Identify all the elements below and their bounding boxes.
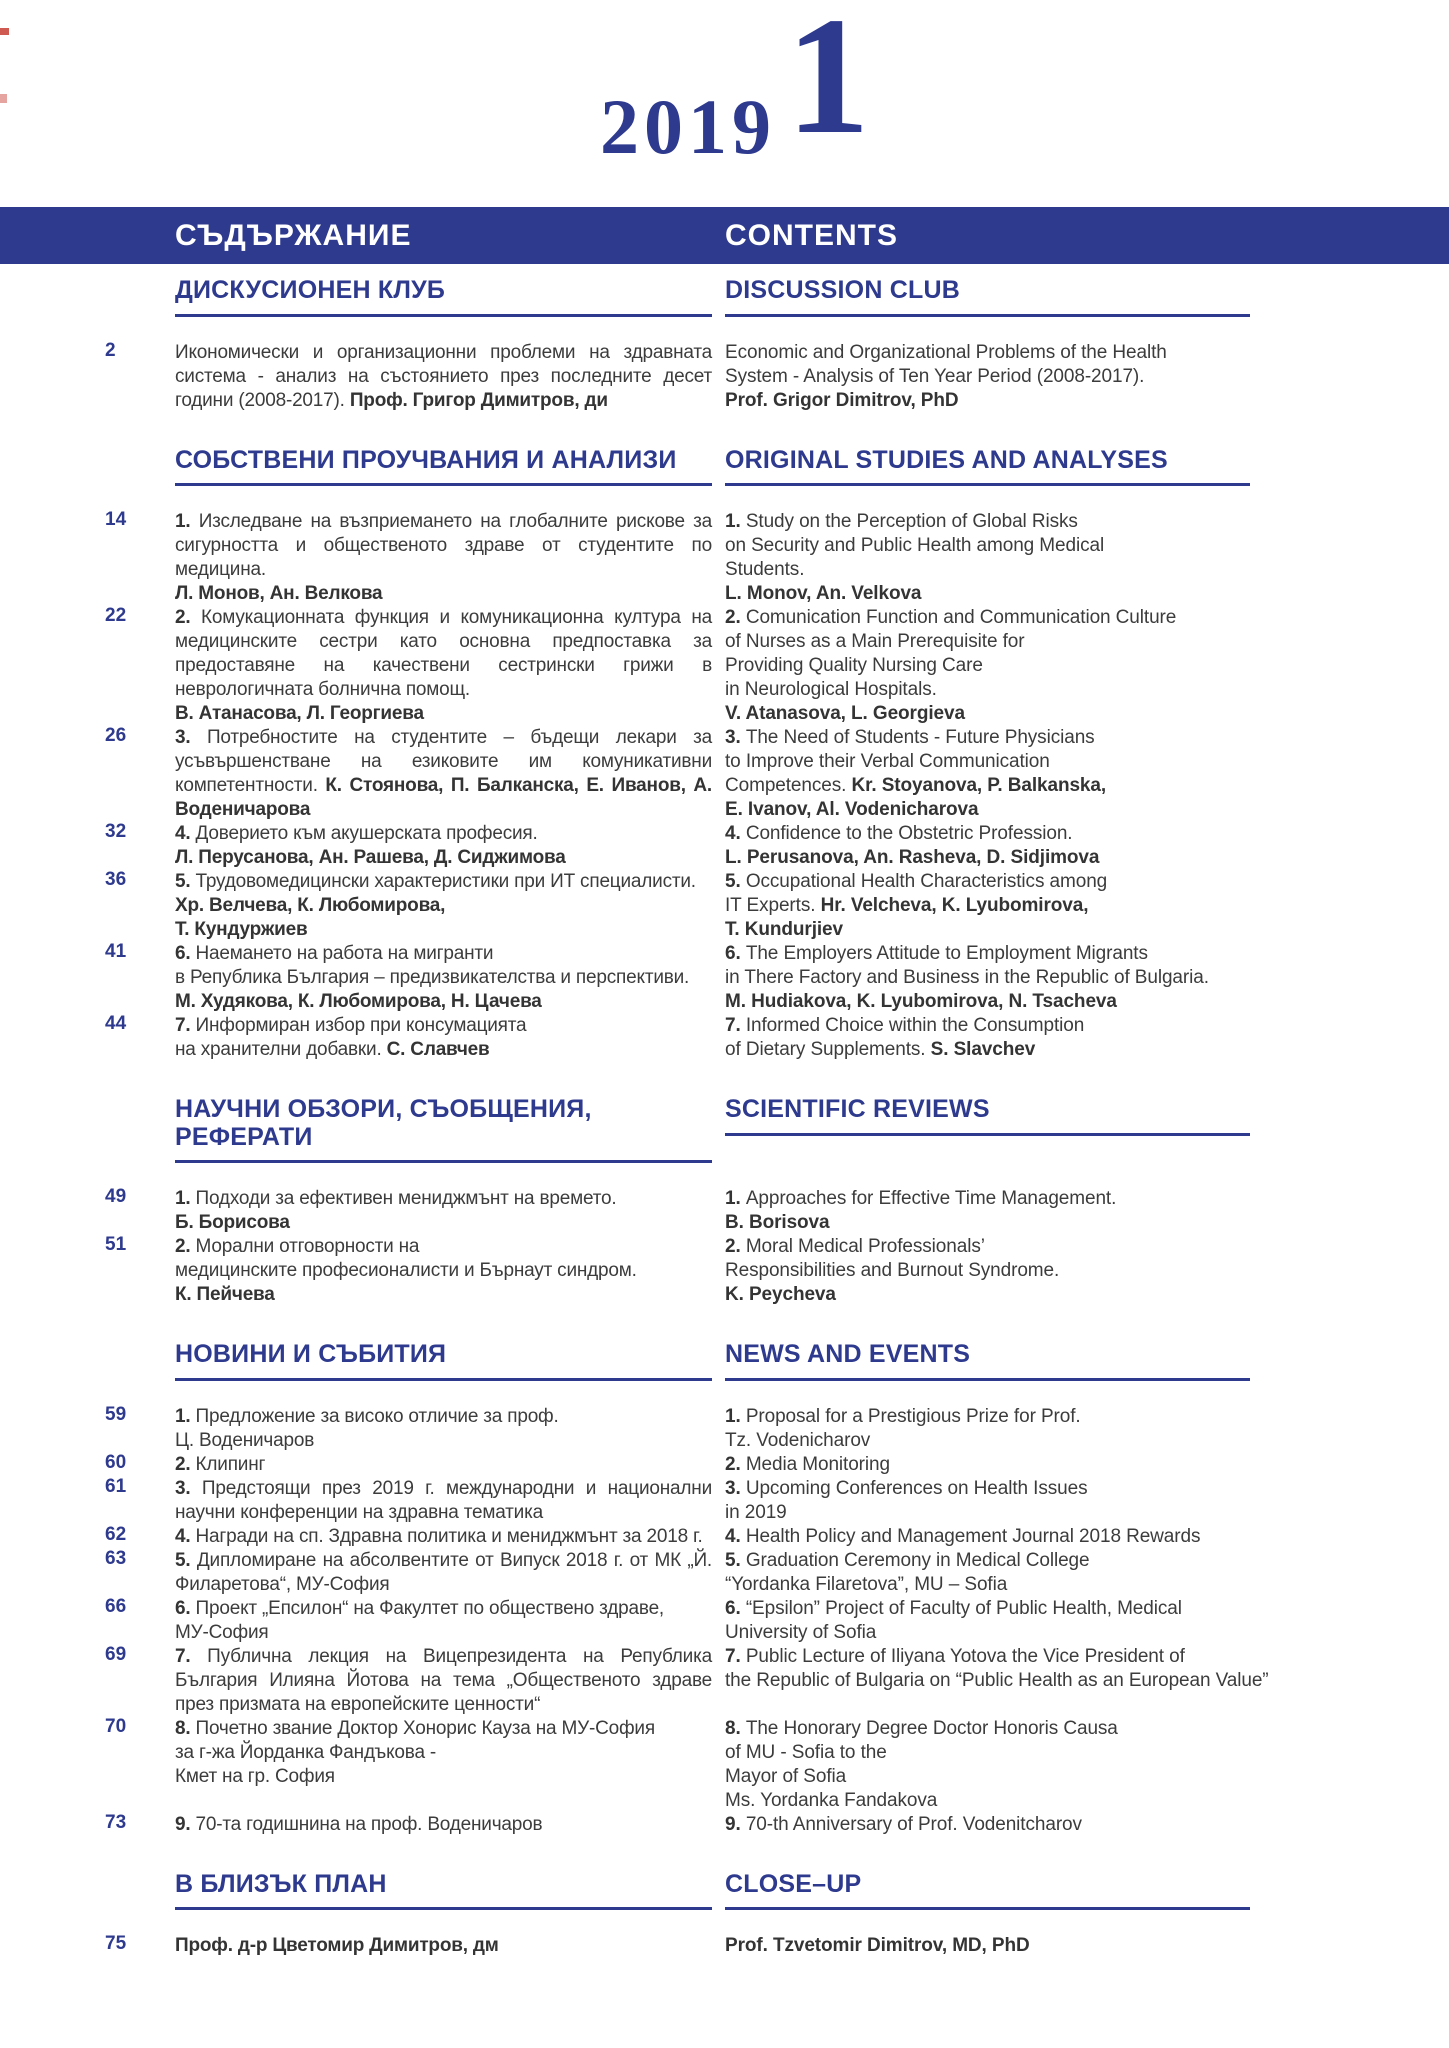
item-text-bg: 1. Подходи за ефективен мениджмънт на времето. Б. Борисова	[175, 1188, 617, 1233]
section-title-en: ORIGINAL STUDIES AND ANALYSES	[725, 445, 1168, 474]
item-text-bg: 9. 70-та годишнина на проф. Воденичаров	[175, 1813, 543, 1835]
page-number: 70	[105, 1715, 127, 1737]
page-number: 60	[105, 1451, 127, 1473]
toc-item	[0, 1549, 1449, 1597]
section-items	[0, 1187, 1449, 1307]
page-number: 2	[105, 339, 116, 361]
section-title-bg: СОБСТВЕНИ ПРОУЧВАНИЯ И АНАЛИЗИ	[175, 445, 677, 474]
sections	[0, 277, 1449, 1958]
header-spacer	[85, 447, 175, 487]
section-rule-bg	[175, 1907, 712, 1910]
section-title-bg: В БЛИЗЪК ПЛАН	[175, 1869, 387, 1898]
item-text-en: 7. Public Lecture of Iliyana Yotova the Vice President of the Republic of Bulgaria on “Public Health as an European Value”	[725, 1645, 1269, 1691]
section-rule-en	[725, 1378, 1250, 1381]
issue-number: 1	[786, 0, 870, 169]
toc-item	[0, 1717, 1449, 1813]
header-spacer	[85, 277, 175, 317]
section-header-row	[0, 277, 1449, 317]
section-header-en	[715, 447, 1349, 487]
toc-item	[0, 1934, 1449, 1958]
item-text-en: 2. Moral Medical Professionals’ Responsibilities and Burnout Syndrome. K. Peycheva	[725, 1236, 1060, 1305]
page-number: 32	[105, 821, 127, 842]
section-header-row	[0, 1341, 1449, 1381]
item-text-en: 1. Study on the Perception of Global Risks on Security and Public Health among Medical Students. L. Monov, An. Velkova	[725, 511, 1105, 604]
section	[0, 1871, 1449, 1959]
item-text-bg: 7. Публична лекция на Вицепрезидента на Република България Илияна Йотова на тема „Общественото здраве през призмата на европейските ценности“	[175, 1645, 712, 1715]
page-number: 63	[105, 1547, 127, 1569]
item-text-bg: 1. Предложение за високо отличие за проф. Ц. Воденичаров	[175, 1405, 559, 1451]
item-text-en: 7. Informed Choice within the Consumption of Dietary Supplements. S. Slavchev	[725, 1015, 1085, 1060]
item-text-bg: 6. Наемането на работа на мигранти в Република България – предизвикателства и перспективи. М. Худякова, К. Любомирова, Н. Цачева	[175, 943, 690, 1012]
section-title-en: CLOSE–UP	[725, 1869, 862, 1898]
toc-item	[0, 1813, 1449, 1837]
page-number: 73	[105, 1811, 127, 1833]
toc-item	[0, 606, 1449, 726]
toc-item	[0, 341, 1449, 413]
toc-item	[0, 1235, 1449, 1307]
item-text-en: 5. Occupational Health Characteristics among IT Experts. Hr. Velcheva, K. Lyubomirova, T. Kundurjiev	[725, 871, 1108, 940]
item-text-en: 6. The Employers Attitude to Employment Migrants in There Factory and Business in the Republic of Bulgaria. M. Hudiakova, K. Lyubomirova, N. Tsacheva	[725, 943, 1209, 1012]
section-header-bg	[175, 277, 715, 317]
page-number: 44	[105, 1013, 127, 1034]
header-spacer	[85, 1871, 175, 1911]
section-header-en	[715, 277, 1349, 317]
item-text-bg: 5. Трудовомедицински характеристики при ИТ специалисти. Хр. Велчева, К. Любомирова, Т. Кундуржиев	[175, 871, 696, 940]
toc-item	[0, 870, 1449, 942]
section-header-en	[715, 1341, 1349, 1381]
item-text-en: 4. Confidence to the Obstetric Profession. L. Perusanova, An. Rasheva, D. Sidjimova	[725, 823, 1100, 868]
item-text-en: 3. The Need of Students - Future Physicians to Improve their Verbal Communication Competences. Kr. Stoyanova, P. Balkanska, E. Ivanov, Al. Vodenicharova	[725, 727, 1107, 820]
section-items	[0, 1405, 1449, 1837]
toc-item	[0, 1405, 1449, 1453]
section-header-bg	[175, 1871, 715, 1911]
item-text-bg: 3. Предстоящи през 2019 г. международни и национални научни конференции на здравна тематика	[175, 1477, 712, 1523]
item-text-bg: 2. Комукационната функция и комуникационна култура на медицинските сестри като основна предпоставка за предоставяне на качествени сестрински грижи в неврологичната болнична помощ. В. Атанасова, Л. Георгиева	[175, 607, 712, 724]
section-header-bg	[175, 447, 715, 487]
item-text-bg: 1. Изследване на възприемането на глобалните рискове за сигурността и общественото здраве от студентите по медицина. Л. Монов, Ан. Велкова	[175, 511, 712, 604]
section-rule-bg	[175, 1378, 712, 1381]
section-title-en: DISCUSSION CLUB	[725, 276, 960, 304]
item-text-en: Prof. Tzvetomir Dimitrov, MD, PhD	[725, 1935, 1030, 1956]
scan-artifact	[0, 28, 9, 35]
section-rule-en	[725, 314, 1250, 317]
masthead	[0, 0, 1449, 207]
item-text-bg: 4. Награди на сп. Здравна политика и мениджмънт за 2018 г.	[175, 1525, 703, 1547]
item-text-bg: 5. Дипломиране на абсолвентите от Випуск 2018 г. от МК „Й. Филаретова“, МУ-София	[175, 1549, 713, 1595]
item-text-en: 1. Approaches for Effective Time Management. B. Borisova	[725, 1188, 1117, 1233]
toc-title-bg: СЪДЪРЖАНИЕ	[175, 218, 412, 252]
toc-item	[0, 1453, 1449, 1477]
toc-item	[0, 942, 1449, 1014]
section-items	[0, 510, 1449, 1062]
header-spacer	[85, 1096, 175, 1163]
toc-item	[0, 1014, 1449, 1062]
item-text-bg: 8. Почетно звание Доктор Хонорис Кауза на МУ-София за г-жа Йорданка Фандъкова - Кмет на гр. София	[175, 1717, 655, 1787]
page-number: 59	[105, 1403, 127, 1425]
section	[0, 1341, 1449, 1837]
item-text-en: 1. Proposal for a Prestigious Prize for Prof. Tz. Vodenicharov	[725, 1405, 1081, 1451]
item-text-bg: 7. Информиран избор при консумацията на хранителни добавки. С. Славчев	[175, 1015, 527, 1060]
section-rule-en	[725, 1907, 1250, 1910]
section-title-bg: НОВИНИ И СЪБИТИЯ	[175, 1340, 447, 1368]
section-header-bg	[175, 1096, 715, 1163]
page-number: 75	[105, 1933, 127, 1954]
section-rule-bg	[175, 314, 712, 317]
section-header-en	[715, 1096, 1349, 1163]
section-header-row	[0, 447, 1449, 487]
section-rule-en	[725, 483, 1250, 486]
item-text-en: 2. Media Monitoring	[725, 1453, 890, 1475]
toc-item	[0, 1597, 1449, 1645]
page-number: 41	[105, 941, 127, 962]
item-text-en: 5. Graduation Ceremony in Medical College “Yordanka Filaretova”, MU – Sofia	[725, 1549, 1090, 1595]
section-title-en: SCIENTIFIC REVIEWS	[725, 1095, 990, 1123]
toc-title-en: CONTENTS	[725, 218, 898, 252]
toc-item	[0, 1645, 1449, 1717]
item-text-bg: 2. Морални отговорности на медицинските професионалисти и Бърнаут синдром. К. Пейчева	[175, 1236, 637, 1305]
toc-header-bar	[0, 207, 1449, 264]
item-text-en: 9. 70-th Anniversary of Prof. Vodenitcharov	[725, 1813, 1082, 1835]
item-text-bg: 4. Доверието към акушерската професия. Л. Перусанова, Ан. Рашева, Д. Сиджимова	[175, 823, 566, 868]
section-header-en	[715, 1871, 1349, 1911]
page-number: 22	[105, 605, 127, 626]
section	[0, 1096, 1449, 1307]
page-number: 36	[105, 869, 127, 890]
section-header-bg	[175, 1341, 715, 1381]
section	[0, 447, 1449, 1063]
page-number: 69	[105, 1643, 127, 1665]
toc-item	[0, 822, 1449, 870]
item-text-bg: 2. Клипинг	[175, 1453, 266, 1475]
section-rule-bg	[175, 483, 712, 486]
year-label: 2019	[600, 83, 776, 170]
section-items	[0, 1934, 1449, 1958]
page-number: 62	[105, 1523, 127, 1545]
section-rule-bg	[175, 1160, 712, 1163]
item-text-en: 2. Comunication Function and Communication Culture of Nurses as a Main Prerequisite for Providing Quality Nursing Care in Neurological Hospitals. V. Atanasova, L. Georgieva	[725, 607, 1177, 724]
section-title-bg: НАУЧНИ ОБЗОРИ, СЪОБЩЕНИЯ, РЕФЕРАТИ	[175, 1095, 592, 1151]
item-text-en: 6. “Epsilon” Project of Faculty of Public Health, Medical University of Sofia	[725, 1597, 1182, 1643]
section-title-en: NEWS AND EVENTS	[725, 1340, 971, 1368]
page-number: 14	[105, 509, 127, 530]
page-number: 51	[105, 1234, 127, 1255]
header-spacer	[85, 1341, 175, 1381]
toc-item	[0, 726, 1449, 822]
item-text-en: 3. Upcoming Conferences on Health Issues in 2019	[725, 1477, 1088, 1523]
page-number: 61	[105, 1475, 127, 1497]
page-number: 49	[105, 1186, 127, 1207]
item-text-en: Economic and Organizational Problems of the Health System - Analysis of Ten Year Period (2008-2017). Prof. Grigor Dimitrov, PhD	[725, 341, 1167, 411]
scan-artifact	[0, 94, 7, 103]
section-items	[0, 341, 1449, 413]
item-text-bg: 3. Потребностите на студентите – бъдещи лекари за усъвършенстване на езиковите им комуникативни компетентности. К. Стоянова, П. Балканска, Е. Иванов, А. Воденичарова	[175, 727, 712, 820]
section-header-row	[0, 1096, 1449, 1163]
section	[0, 277, 1449, 413]
toc-item	[0, 1187, 1449, 1235]
item-text-bg: Проф. д-р Цветомир Димитров, дм	[175, 1935, 499, 1956]
section-header-row	[0, 1871, 1449, 1911]
page-number: 26	[105, 725, 127, 746]
page-number: 66	[105, 1595, 127, 1617]
section-rule-en	[725, 1133, 1250, 1136]
toc-item	[0, 510, 1449, 606]
toc-item	[0, 1477, 1449, 1525]
section-title-bg: ДИСКУСИОНЕН КЛУБ	[175, 276, 445, 304]
item-text-bg: 6. Проект „Епсилон“ на Факултет по обществено здраве, МУ-София	[175, 1597, 665, 1643]
item-text-en: 8. The Honorary Degree Doctor Honoris Causa of MU - Sofia to the Mayor of Sofia Ms. Yordanka Fandakova	[725, 1717, 1118, 1811]
item-text-bg: Икономически и организационни проблеми на здравната система - анализ на състоянието през последните десет години (2008-2017). Проф. Григор Димитров, ди	[175, 341, 712, 411]
toc-item	[0, 1525, 1449, 1549]
item-text-en: 4. Health Policy and Management Journal 2018 Rewards	[725, 1525, 1201, 1547]
